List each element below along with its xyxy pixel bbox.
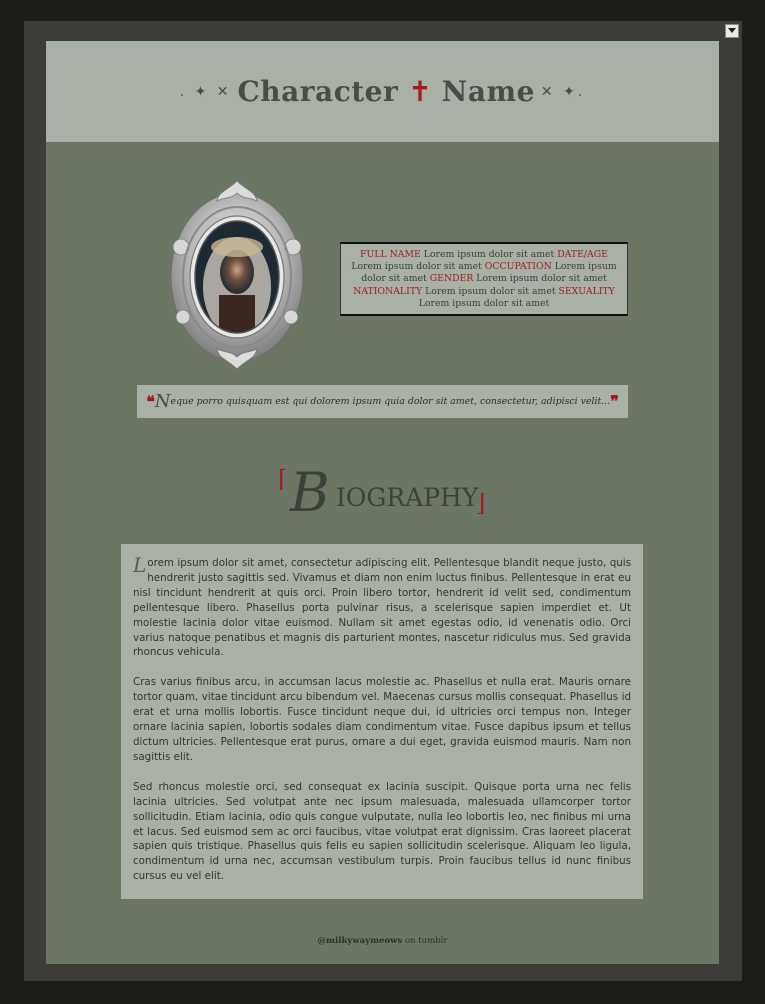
biography-paragraph-3: Sed rhoncus molestie orci, sed consequat ex lacinia suscipit. Quisque porta urna nec felis lacinia ultricies. Sed volutpat ante nec ipsum malesuada, malesuada ullamcorper tortor sollicitudin. Etiam lacinia, odio quis congue vulputate, nulla leo lobortis leo, nec finibus mi urna et lacus. Sed euismod sem ac orci faucibus, vitae volutpat erat dignissim. Cras laoreet placerat sapien quis tristique. Phasellus quis felis eu sapien sollicitudin scelerisque. Aliquam leo ligula, condimentum id urna nec, accumsan vestibulum turpis. Proin faucibus tellus id nunc finibus cursus eu vel elit. [133, 780, 631, 883]
info-label-nationality: NATIONALITY [353, 285, 423, 297]
character-sheet [46, 41, 719, 964]
decoration-left: . ✦ ✕ [179, 83, 232, 100]
open-quote-icon: ❝ [146, 392, 155, 411]
header-banner [46, 41, 719, 142]
info-value-occupation: Lorem ipsum dolor sit amet [361, 261, 617, 285]
info-value-gender: Lorem ipsum dolor sit amet [476, 273, 607, 285]
info-label-occupation: OCCUPATION [484, 261, 552, 273]
page-title [180, 75, 586, 108]
info-box [340, 242, 628, 316]
footer-credit [46, 936, 719, 946]
info-value-date-age: Lorem ipsum dolor sit amet [351, 261, 482, 273]
cross-icon: ✝ [408, 75, 432, 108]
title-first-word: Character [237, 75, 399, 108]
chevron-down-icon [728, 28, 736, 34]
quote-box [137, 385, 628, 418]
info-label-full-name: FULL NAME [360, 249, 421, 260]
dropdown-arrow-button[interactable] [725, 24, 739, 38]
quote-text: eque porro quisquam est qui dolorem ipsum quia dolor sit amet, consectetur, adipisci velit... [170, 396, 611, 407]
info-label-date-age: DATE/AGE [557, 249, 608, 260]
biography-paragraph-2: Cras varius finibus arcu, in accumsan lacus molestie ac. Phasellus et nulla erat. Mauris ornare tortor quam, vitae tincidunt arcu bibendum vel. Maecenas cursus mollis consequat. Phasellus id erat et urna mollis lobortis. Fusce tincidunt neque dui, id ultricies orci tempus non. Integer ornare lacinia sapien, lobortis sodales diam condimentum vitae. Fusce dapibus ipsum et tellus dictum ultricies. Pellentesque erat purus, ornare a dui eget, gravida euismod mauris. Nam non sagittis elit. [133, 676, 631, 763]
biography-paragraph-1 [133, 553, 631, 660]
biography-paragraph-1-text: orem ipsum dolor sit amet, consectetur adipiscing elit. Pellentesque blandit neque justo, quis hendrerit justo sagittis sed. Vivamus et diam non enim luctus finibus. Pellentesque in erat eu nisl tincidunt hendrerit at quis orci. Proin libero tortor, hendrerit id velit sed, condimentum pellentesque libero. Phasellus porta pulvinar risus, a scelerisque sapien imperdiet et. Ut molestie lacinia dolor vitae euismod. Nullam sit amet egestas odio, id venenatis odio. Orci varius natoque penatibus et magnis dis parturient montes, nascetur ridiculus mus. Sed gravida rhoncus vehicula. [133, 557, 631, 659]
info-value-full-name: Lorem ipsum dolor sit amet [423, 249, 555, 260]
close-quote-icon: ❞ [610, 392, 619, 411]
bracket-right-icon: ⌋ [476, 489, 486, 517]
info-value-nationality: Lorem ipsum dolor sit amet [425, 285, 556, 297]
biography-initial: B [290, 461, 330, 524]
quote-initial: N [154, 391, 171, 412]
portrait-frame [167, 177, 307, 371]
dropcap: L [133, 553, 147, 577]
biography-text-box [121, 544, 643, 899]
credit-handle-link[interactable]: @milkywaymeows [317, 936, 403, 946]
biography-heading-text: IOGRAPHY [336, 483, 479, 512]
info-label-sexuality: SEXUALITY [558, 285, 615, 297]
info-value-sexuality: Lorem ipsum dolor sit amet [418, 297, 550, 309]
credit-suffix: on tumblr [402, 936, 448, 946]
biography-heading [278, 461, 488, 524]
bracket-left-icon: ⌈ [278, 465, 288, 493]
title-second-word: Name [441, 75, 535, 108]
decoration-right: ✕ ✦. [540, 83, 586, 100]
info-label-gender: GENDER [429, 273, 474, 285]
